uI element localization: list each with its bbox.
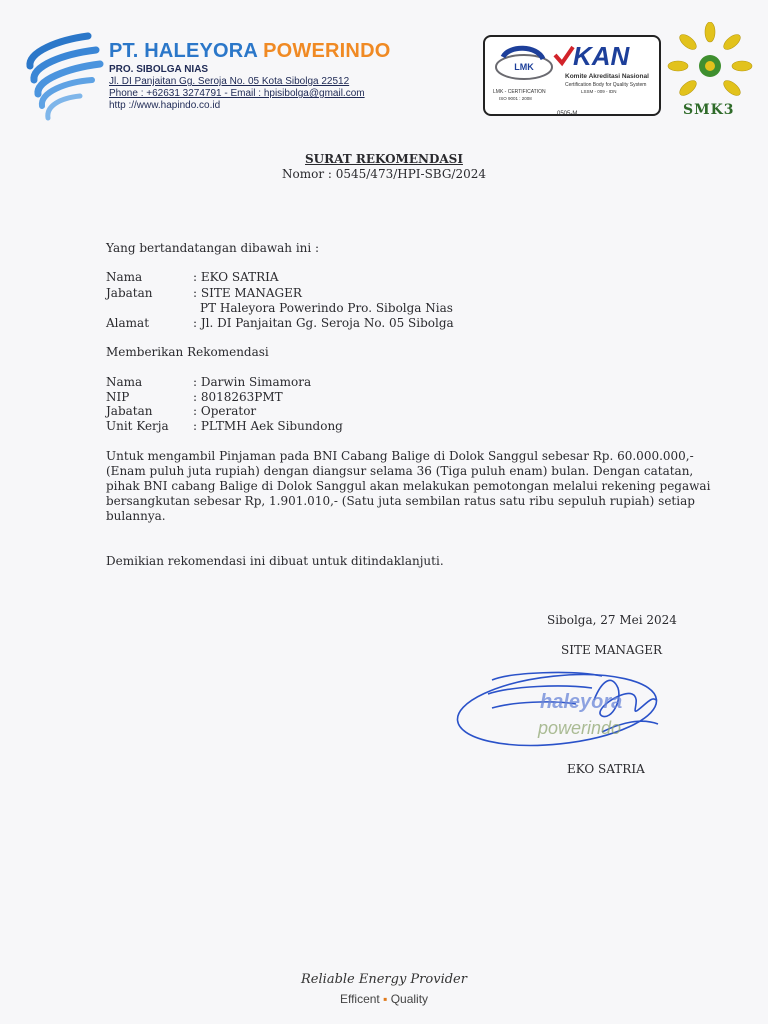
employee-position-label: Jabatan xyxy=(106,404,153,418)
employee-name-label: Nama xyxy=(106,375,143,389)
letter-number: Nomor : 0545/473/HPI-SBG/2024 xyxy=(281,167,487,181)
kan-full-name: Komite Akreditasi Nasional xyxy=(565,73,649,80)
certification-box xyxy=(483,35,661,116)
company-name xyxy=(109,40,390,63)
footer-separator: ▪ xyxy=(379,992,391,1006)
closing-text: Demikian rekomendasi ini dibuat untuk ditindaklanjuti. xyxy=(106,554,444,568)
employee-position-value: : Operator xyxy=(193,404,257,418)
footer-efficient: Efficent xyxy=(339,992,380,1006)
smk3-text: SMK3 xyxy=(683,102,735,118)
signer-position-company: PT Haleyora Powerindo Pro. Sibolga Nias xyxy=(200,301,453,315)
company-name-part1: PT. HALEYORA xyxy=(109,40,264,62)
signer-position-label: Jabatan xyxy=(106,286,153,300)
employee-name-value: : Darwin Simamora xyxy=(193,375,312,389)
signer-name-value: : EKO SATRIA xyxy=(193,270,279,284)
letter-title: SURAT REKOMENDASI xyxy=(305,152,463,166)
place-date: Sibolga, 27 Mei 2024 xyxy=(547,613,677,627)
sign-name: EKO SATRIA xyxy=(567,762,645,776)
employee-nip-label: NIP xyxy=(106,390,130,404)
kan-code: LSSM - 009 - IDN xyxy=(581,89,617,94)
body-line: bersangkutan sebesar Rp, 1.901.010,- (Satu juta sembilan ratus satu ribu sepuluh rupiah) setiap xyxy=(106,494,695,508)
branch-name: PRO. SIBOLGA NIAS xyxy=(109,64,209,75)
signer-name-label: Nama xyxy=(106,270,143,284)
stamp-text-1: haleyora xyxy=(540,691,623,713)
lmk-subtitle-2: ISO 9001 : 2008 xyxy=(499,96,532,101)
footer-quality: Quality xyxy=(390,992,429,1006)
signer-address-value: : Jl. DI Panjaitan Gg. Seroja No. 05 Sibolga xyxy=(193,316,454,330)
company-logo xyxy=(18,30,108,125)
employee-nip-value: : 8018263PMT xyxy=(193,390,283,404)
footer-tagline: Reliable Energy Provider xyxy=(301,972,467,987)
lmk-logo xyxy=(493,43,555,87)
signer-address-label: Alamat xyxy=(106,316,150,330)
sign-title: SITE MANAGER xyxy=(561,643,663,657)
stamp-text-2: powerindo xyxy=(538,718,622,738)
kan-subtitle: Certification Body for Quality System xyxy=(565,82,647,88)
employee-unit-value: : PLTMH Aek Sibundong xyxy=(193,419,343,433)
employee-unit-label: Unit Kerja xyxy=(106,419,169,433)
company-address: Jl. DI Panjaitan Gg. Seroja No. 05 Kota Sibolga 22512 xyxy=(109,76,350,87)
footer-subline xyxy=(0,992,768,1006)
signature-stamp xyxy=(452,660,667,755)
recommend-heading: Memberikan Rekomendasi xyxy=(106,345,269,359)
body-line: (Enam puluh juta rupiah) dengan diangsur selama 36 (Tiga puluh enam) bulan. Dengan catatan, xyxy=(106,464,694,478)
company-contact: Phone : +62631 3274791 - Email : hpisibolga@gmail.com xyxy=(109,88,365,99)
body-line: bulannya. xyxy=(106,509,166,523)
lmk-subtitle-1: LMK - CERTIFICATION xyxy=(493,89,546,95)
body-line: Untuk mengambil Pinjaman pada BNI Cabang Balige di Dolok Sanggul sebesar Rp. 60.000.000,- xyxy=(106,449,694,463)
certification-code: 0505-M xyxy=(557,111,578,117)
intro-text: Yang bertandatangan dibawah ini : xyxy=(106,241,320,255)
kan-logo-text: KAN xyxy=(573,41,630,71)
check-icon xyxy=(553,45,575,67)
lmk-text: LMK xyxy=(514,62,534,72)
body-line: pihak BNI cabang Balige di Dolok Sanggul akan melakukan pemotongan melalui rekening pegawai xyxy=(106,479,711,493)
signer-position-value: : SITE MANAGER xyxy=(193,286,302,300)
letterhead xyxy=(0,0,768,130)
company-website: http ://www.hapindo.co.id xyxy=(109,100,221,111)
company-name-part2: POWERINDO xyxy=(263,40,391,62)
